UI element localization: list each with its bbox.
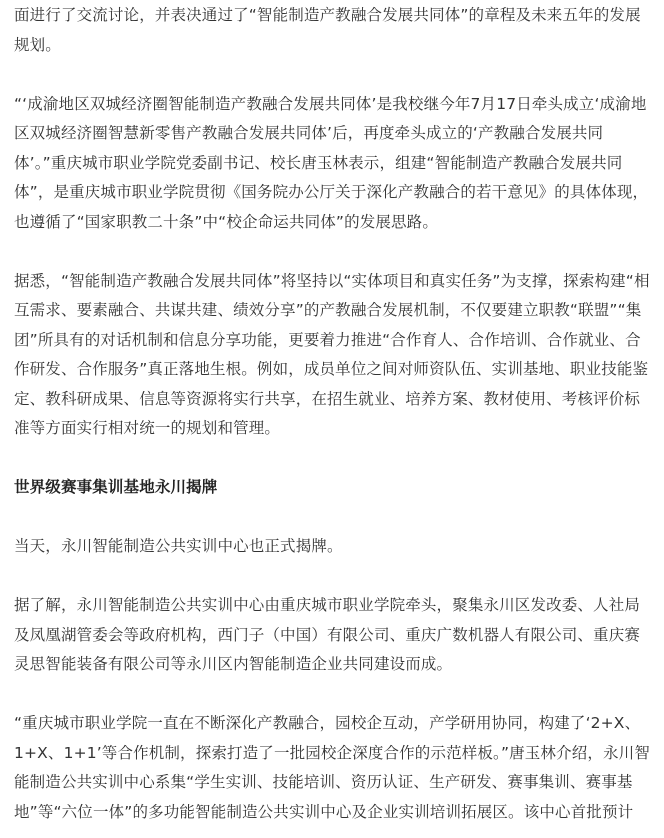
paragraph-gap [14,562,650,592]
paragraph-mechanism: 据悉，“智能制造产教融合发展共同体”将坚持以“实体项目和真实任务”为支撑，探索构建“相互需求、要素融合、共谋共建、绩效分享”的产教融合发展机制，不仅要建立职教“联盟”“集团”所具有的对话机制和信息分享功能，更要着力推进“合作育人、合作培训、合作就业、合作研发、合作服务”真正落地生根。例如，成员单位之间对师资队伍、实训基地、职业技能鉴定、教科研成果、信息等资源将实行共享，在招生就业、培养方案、教材使用、考核评价标准等方面实行相对统一的规划和管理。 [14,271,650,437]
paragraph-center-detail: “重庆城市职业学院一直在不断深化产教融合，园校企互动，产学研用协同，构建了‘2+X、1+X、1+1’等合作机制，探索打造了一批园校企深度合作的示范样板。”唐玉林介绍，永川智能制造公共实训中心系集“学生实训、技能培训、资历认证、生产研发、赛事集训、赛事基地”等“六位一体”的多功能智能制造公共实训中心及企业实训培训拓展区。该中心首批预计 [14,714,650,821]
paragraph-quote-tang: “‘成渝地区双城经济圈智能制造产教融合发展共同体’是我校继今年7月17日牵头成立‘成渝地区双城经济圈智慧新零售产教融合发展共同体’后，再度牵头成立的‘产教融合发展共同体’。”重庆城市职业学院党委副书记、校长唐玉林表示，组建“智能制造产教融合发展共同体”，是重庆城市职业学院贯彻《国务院办公厅关于深化产教融合的若干意见》的具体体现，也遵循了“国家职教二十条”中“校企命运共同体”的发展思路。 [14,94,649,231]
paragraph-center-intro: 据了解，永川智能制造公共实训中心由重庆城市职业学院牵头，聚集永川区发改委、人社局及凤凰湖管委会等政府机构，西门子（中国）有限公司、重庆广数机器人有限公司、重庆赛灵思智能装备有限公司等永川区内智能制造企业共同建设而成。 [14,596,641,673]
paragraph-gap [14,60,650,90]
paragraph-gap [14,237,650,267]
paragraph-gap [14,503,650,533]
paragraph-gap [14,444,650,474]
paragraph-unveiling: 当天，永川智能制造公共实训中心也正式揭牌。 [14,537,343,555]
section-heading: 世界级赛事集训基地永川揭牌 [14,478,218,496]
paragraph-gap [14,680,650,710]
paragraph-discussion: 面进行了交流讨论，并表决通过了“智能制造产教融合发展共同体”的章程及未来五年的发展规划。 [14,6,641,54]
article-body [14,0,650,827]
